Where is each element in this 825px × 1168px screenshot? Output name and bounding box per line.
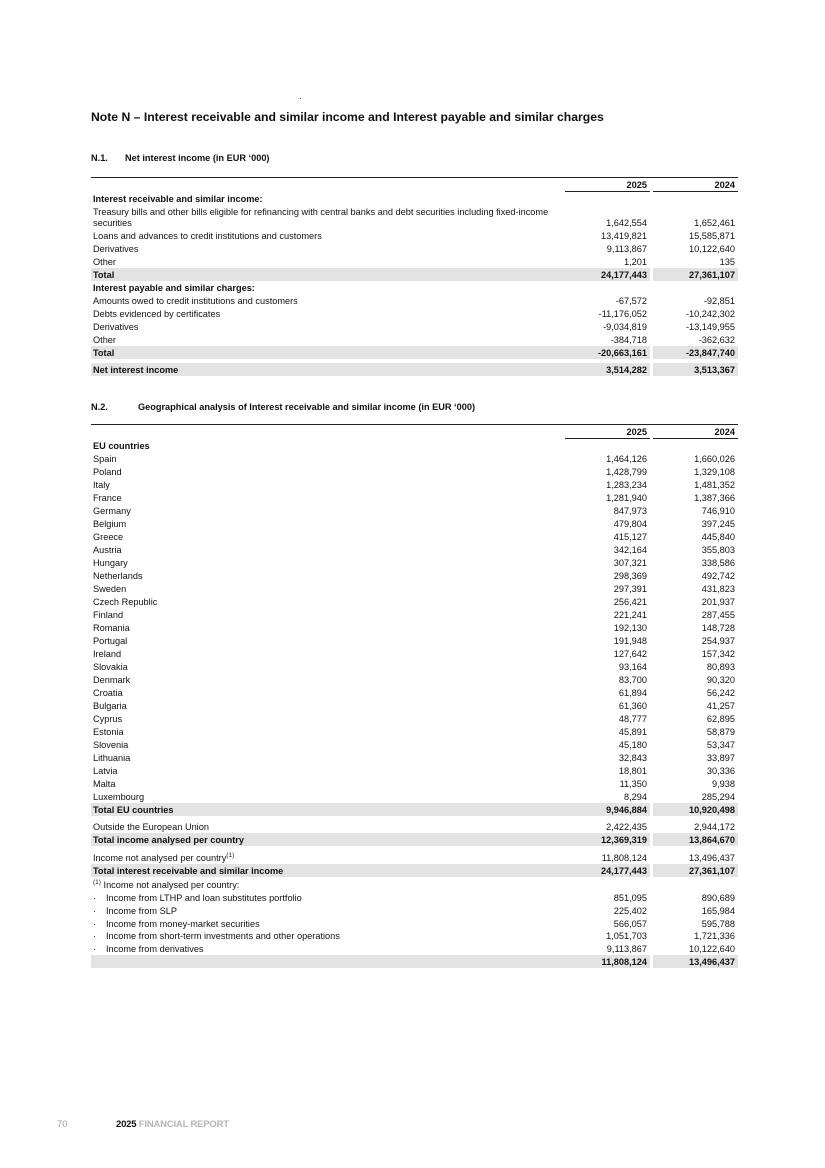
country-row [91, 673, 738, 686]
footnote-row [91, 930, 738, 943]
row-value-2024: -10,242,302 [685, 309, 735, 319]
row-value-2025: 256,421 [613, 597, 647, 607]
row-value-2024: 27,361,107 [653, 268, 738, 281]
row-value-2025: 847,973 [613, 506, 647, 516]
total-eu-row [91, 803, 738, 816]
row-value-2024: 1,329,108 [694, 467, 735, 477]
section-n1-title [91, 153, 269, 163]
eu-heading: EU countries [93, 441, 150, 451]
row-label [91, 850, 565, 864]
stray-dot [300, 98, 301, 99]
country-row [91, 764, 738, 777]
country-row [91, 621, 738, 634]
row-label [91, 904, 565, 917]
footnote-heading-row [91, 877, 738, 891]
row-label-text: Germany [93, 506, 131, 516]
row-label-text: Ireland [93, 649, 122, 659]
country-row [91, 777, 738, 790]
footnote-heading: Income not analysed per country: [103, 880, 240, 891]
row-value-2024: 56,242 [706, 688, 735, 698]
row-value-2024: 285,294 [701, 792, 735, 802]
row-label: Total [91, 346, 565, 359]
row-value-2025: 11,808,124 [601, 853, 647, 864]
not-analysed-label: Income not analysed per country [93, 853, 227, 864]
row-value-2025: 1,281,940 [606, 493, 647, 503]
country-row [91, 790, 738, 803]
row-label [91, 504, 565, 517]
row-label [91, 530, 565, 543]
row-label [91, 699, 565, 712]
country-row [91, 699, 738, 712]
row-value-2024: 58,879 [706, 727, 735, 737]
row-value-2025: 191,948 [613, 636, 647, 646]
row-value-2025: 566,057 [613, 918, 647, 929]
table-row [91, 229, 738, 242]
row-value-2025: 2,422,435 [606, 822, 647, 832]
country-rows [91, 452, 738, 803]
row-value-2025: 9,113,867 [606, 244, 647, 254]
row-value-2024: 9,938 [712, 779, 735, 789]
row-value-2025: 192,130 [613, 623, 647, 633]
footnote-row [91, 917, 738, 930]
country-row [91, 582, 738, 595]
column-header-2024: 2024 [653, 178, 738, 192]
row-value-2024: 445,840 [701, 532, 735, 542]
row-label-text: Income from derivatives [106, 944, 204, 955]
row-value-2025: 307,321 [613, 558, 647, 568]
row-value-2025: 851,095 [613, 892, 647, 903]
country-row [91, 634, 738, 647]
row-label: Derivatives [93, 244, 139, 254]
row-value-2024: 492,742 [701, 571, 735, 581]
country-row [91, 504, 738, 517]
row-label [91, 738, 565, 751]
row-value-2025: 13,419,821 [601, 231, 647, 241]
row-value-2025: 93,164 [618, 662, 647, 672]
country-row [91, 608, 738, 621]
row-value-2025: 11,808,124 [565, 955, 650, 968]
row-label-text: Spain [93, 454, 117, 464]
row-label: Total EU countries [91, 803, 565, 816]
row-label-text: Latvia [93, 766, 118, 776]
row-value-2024: 1,481,352 [694, 480, 735, 490]
row-label-text: Denmark [93, 675, 131, 685]
row-label-text: Greece [93, 532, 124, 542]
section-n1-number: N.1. [91, 153, 108, 163]
row-value-2024: 13,864,670 [653, 833, 738, 846]
row-value-2024: 1,721,336 [694, 931, 735, 942]
row-label: Other [93, 257, 116, 267]
receivable-heading-row [91, 192, 738, 206]
row-value-2025: 342,164 [613, 545, 647, 555]
row-label [91, 673, 565, 686]
row-label [91, 569, 565, 582]
row-label [91, 917, 565, 930]
row-value-2024: 15,585,871 [689, 231, 735, 241]
table-row [91, 294, 738, 307]
row-value-2024: -92,851 [703, 296, 735, 306]
row-label-text: Austria [93, 545, 122, 555]
row-value-2024: 135 [719, 257, 735, 267]
row-label [91, 465, 565, 478]
row-label [91, 751, 565, 764]
country-row [91, 738, 738, 751]
row-value-2024: 30,336 [706, 766, 735, 776]
eu-heading-row [91, 439, 738, 453]
row-label [91, 634, 565, 647]
row-label: Amounts owed to credit institutions and customers [93, 296, 298, 306]
row-value-2025: 9,946,884 [565, 803, 650, 816]
row-label [91, 543, 565, 556]
footnote-rows [91, 891, 738, 955]
footnote-marker: (1) [226, 852, 235, 859]
net-interest-income-row [91, 363, 738, 376]
row-value-2025: 11,350 [619, 779, 647, 789]
column-header-2025: 2025 [565, 178, 650, 192]
row-label-text: Slovenia [93, 740, 129, 750]
row-label [91, 608, 565, 621]
row-label [91, 930, 565, 943]
country-row [91, 647, 738, 660]
row-value-2025: -20,663,161 [565, 346, 650, 359]
row-value-2024: 287,455 [701, 610, 735, 620]
table-header-row [91, 425, 738, 439]
country-row [91, 478, 738, 491]
row-label [91, 517, 565, 530]
country-row [91, 530, 738, 543]
row-value-2025: 1,283,234 [606, 480, 647, 490]
row-value-2024: 10,920,498 [653, 803, 738, 816]
outside-eu-row [91, 820, 738, 833]
row-label [91, 647, 565, 660]
row-label: Total income analysed per country [91, 833, 565, 846]
row-label-text: Sweden [93, 584, 127, 594]
row-value-2025: 225,402 [613, 905, 647, 916]
row-label-text: Cyprus [93, 714, 123, 724]
table-row [91, 255, 738, 268]
row-label-text: Income from short-term investments and other operations [106, 931, 340, 942]
country-row [91, 452, 738, 465]
row-value-2024: 10,122,640 [689, 944, 735, 955]
row-value-2025: 1,464,126 [606, 454, 647, 464]
country-row [91, 569, 738, 582]
row-label [91, 764, 565, 777]
row-value-2025: 45,180 [618, 740, 647, 750]
row-value-2025: 32,843 [618, 753, 647, 763]
row-label-text: Hungary [93, 558, 128, 568]
row-label-text: Income from SLP [106, 905, 177, 916]
row-label: Total interest receivable and similar income [91, 864, 565, 877]
geographical-analysis-table [91, 424, 738, 968]
table-row [91, 205, 738, 229]
note-title: Note N – Interest receivable and similar income and Interest payable and similar charges [91, 110, 604, 124]
table-row [91, 333, 738, 346]
bullet-icon: · [93, 918, 97, 929]
row-value-2024: 3,513,367 [653, 363, 738, 376]
row-value-2024: 165,984 [701, 905, 735, 916]
row-value-2025: 12,369,319 [565, 833, 650, 846]
row-label [91, 660, 565, 673]
row-label [91, 777, 565, 790]
row-label-text: Czech Republic [93, 597, 158, 607]
row-value-2024: 254,937 [701, 636, 735, 646]
receivable-heading: Interest receivable and similar income: [93, 194, 263, 204]
row-value-2024: 148,728 [701, 623, 735, 633]
row-value-2024: 397,245 [701, 519, 735, 529]
row-value-2025: 8,294 [624, 792, 647, 802]
row-label-text: Income from LTHP and loan substitutes portfolio [106, 892, 302, 903]
row-label [91, 891, 565, 904]
row-value-2025: 61,894 [618, 688, 647, 698]
section-n2-title [91, 402, 475, 412]
country-row [91, 712, 738, 725]
row-value-2025: 83,700 [618, 675, 647, 685]
row-value-2025: 1,428,799 [606, 467, 647, 477]
row-value-2025: 1,642,554 [606, 218, 647, 228]
country-row [91, 517, 738, 530]
row-label-text: Croatia [93, 688, 123, 698]
row-value-2024: 62,895 [706, 714, 735, 724]
table-row [91, 307, 738, 320]
row-label-text: Belgium [93, 519, 127, 529]
row-value-2024: 27,361,107 [653, 864, 738, 877]
footnote-row [91, 904, 738, 917]
row-label [91, 621, 565, 634]
country-row [91, 686, 738, 699]
row-label-text: Finland [93, 610, 124, 620]
row-value-2024: 33,897 [706, 753, 735, 763]
row-value-2025: 45,891 [618, 727, 647, 737]
row-label-text: Poland [93, 467, 122, 477]
column-header-2024: 2024 [653, 425, 738, 439]
country-row [91, 465, 738, 478]
row-label-text: Income from money-market securities [106, 918, 260, 929]
report-year: 2025 [116, 1119, 137, 1130]
table-row [91, 242, 738, 255]
row-value-2025: 24,177,443 [565, 864, 650, 877]
footnote-total-row [91, 955, 738, 968]
row-value-2024: 431,823 [701, 584, 735, 594]
row-value-2025: 1,051,703 [606, 931, 647, 942]
row-value-2024: 10,122,640 [689, 244, 735, 254]
row-value-2025: 48,777 [618, 714, 647, 724]
footnote-marker: (1) [93, 879, 101, 887]
row-label: Outside the European Union [93, 822, 209, 832]
row-value-2025: -11,176,052 [598, 309, 647, 319]
row-label [91, 686, 565, 699]
row-value-2025: -9,034,819 [603, 322, 647, 332]
country-row [91, 725, 738, 738]
row-label: Net interest income [91, 363, 565, 376]
row-label-text: Estonia [93, 727, 124, 737]
table-row [91, 320, 738, 333]
row-value-2024: 53,347 [706, 740, 735, 750]
row-value-2025: 297,391 [613, 584, 647, 594]
row-value-2024: 595,788 [701, 918, 735, 929]
payable-total-row [91, 346, 738, 359]
country-row [91, 751, 738, 764]
row-value-2024: 80,893 [706, 662, 735, 672]
row-label [91, 478, 565, 491]
row-value-2025: 479,804 [613, 519, 647, 529]
row-label [91, 491, 565, 504]
row-label-text: Romania [93, 623, 130, 633]
row-label: Loans and advances to credit institutions and customers [93, 231, 322, 241]
row-value-2025: -67,572 [615, 296, 647, 306]
total-interest-row [91, 864, 738, 877]
payable-heading-row [91, 281, 738, 294]
row-label-text: Malta [93, 779, 116, 789]
row-value-2025: 61,360 [618, 701, 647, 711]
row-value-2024: 41,257 [706, 701, 735, 711]
row-label-text: France [93, 493, 122, 503]
country-row [91, 491, 738, 504]
bullet-icon: · [93, 892, 97, 903]
section-n1-heading: Net interest income (in EUR ‘000) [125, 153, 270, 163]
payable-heading: Interest payable and similar charges: [93, 283, 255, 293]
row-value-2025: 9,113,867 [606, 944, 647, 955]
row-value-2024: -13,149,955 [685, 322, 735, 332]
bullet-icon: · [93, 931, 97, 942]
row-label [91, 556, 565, 569]
net-interest-income-table [91, 177, 738, 376]
page-number: 70 [57, 1119, 68, 1130]
row-label: Total [91, 268, 565, 281]
row-value-2025: 415,127 [613, 532, 647, 542]
row-label [91, 942, 565, 955]
footnote-row [91, 891, 738, 904]
row-value-2024: 13,496,437 [653, 955, 738, 968]
row-label: Derivatives [93, 322, 139, 332]
row-value-2025: -384,718 [610, 335, 647, 345]
row-value-2024: 2,944,172 [694, 822, 735, 832]
section-n2-heading: Geographical analysis of Interest receivable and similar income (in EUR ‘000) [138, 402, 475, 412]
row-value-2024: 157,342 [701, 649, 735, 659]
country-row [91, 556, 738, 569]
row-value-2024: -362,632 [698, 335, 735, 345]
report-title [116, 1119, 229, 1130]
country-row [91, 543, 738, 556]
total-analysed-row [91, 833, 738, 846]
row-label [91, 790, 565, 803]
row-value-2024: 890,689 [701, 892, 735, 903]
row-value-2024: 201,937 [701, 597, 735, 607]
row-label [91, 595, 565, 608]
bullet-icon: · [93, 944, 97, 955]
row-label [91, 712, 565, 725]
row-label [91, 452, 565, 465]
row-label-text: Italy [93, 480, 110, 490]
country-row [91, 595, 738, 608]
row-value-2025: 221,241 [613, 610, 647, 620]
row-value-2024: 1,652,461 [694, 218, 735, 228]
row-label-text: Slovakia [93, 662, 128, 672]
section-n2-number: N.2. [91, 402, 108, 412]
bullet-icon: · [93, 905, 97, 916]
row-value-2024: 746,910 [701, 506, 735, 516]
row-value-2024: 13,496,437 [689, 853, 735, 864]
report-name: FINANCIAL REPORT [138, 1119, 229, 1130]
row-label: Treasury bills and other bills eligible for refinancing with central banks and debt securities including fixed-income securities [93, 207, 549, 228]
row-value-2025: 3,514,282 [565, 363, 650, 376]
row-label-text: Netherlands [93, 571, 143, 581]
row-value-2025: 24,177,443 [565, 268, 650, 281]
receivable-total-row [91, 268, 738, 281]
row-value-2024: 1,387,366 [694, 493, 735, 503]
row-label: Other [93, 335, 116, 345]
row-label: Debts evidenced by certificates [93, 309, 221, 319]
table-header-row [91, 178, 738, 192]
row-label-text: Portugal [93, 636, 128, 646]
not-analysed-row [91, 850, 738, 864]
footnote-row [91, 942, 738, 955]
row-value-2025: 1,201 [624, 257, 647, 267]
row-value-2024: 338,586 [701, 558, 735, 568]
row-value-2025: 298,369 [613, 571, 647, 581]
row-label-text: Luxembourg [93, 792, 145, 802]
country-row [91, 660, 738, 673]
row-label-text: Bulgaria [93, 701, 127, 711]
row-value-2024: 90,320 [706, 675, 735, 685]
row-value-2024: -23,847,740 [653, 346, 738, 359]
row-value-2024: 355,803 [701, 545, 735, 555]
row-label [91, 725, 565, 738]
row-label [91, 582, 565, 595]
row-value-2025: 18,801 [618, 766, 647, 776]
row-value-2025: 127,642 [613, 649, 647, 659]
column-header-2025: 2025 [565, 425, 650, 439]
row-label-text: Lithuania [93, 753, 131, 763]
row-value-2024: 1,660,026 [694, 454, 735, 464]
